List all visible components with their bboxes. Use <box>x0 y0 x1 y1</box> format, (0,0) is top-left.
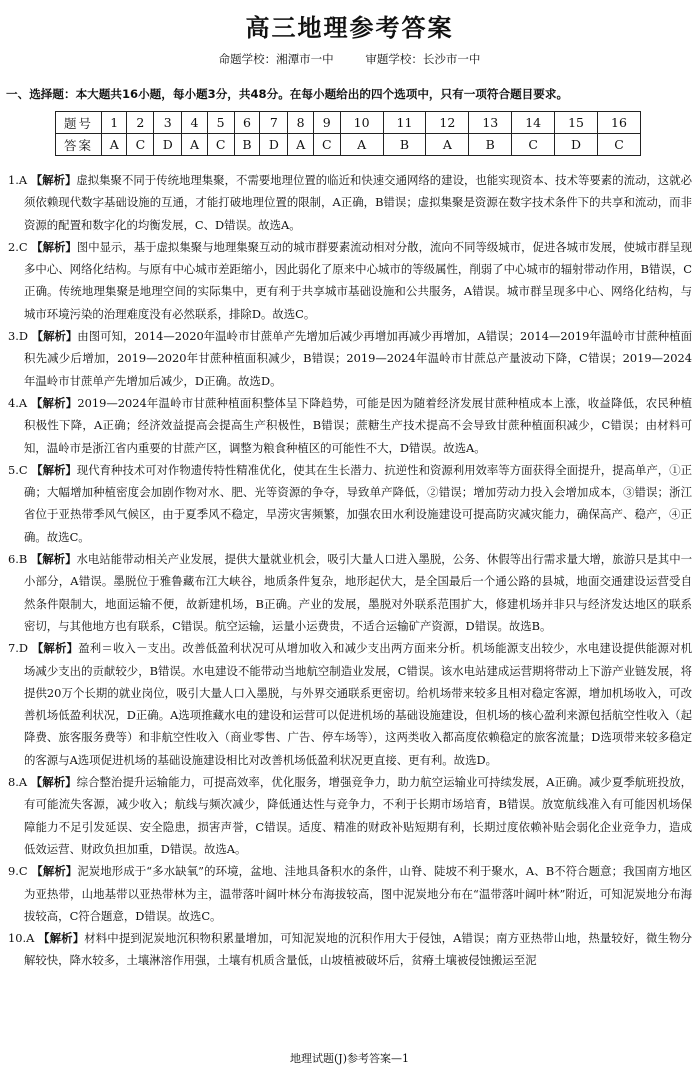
answer-cell: C <box>127 134 154 156</box>
question-explanation <box>8 548 692 637</box>
explanation-text: 泥炭地形成于“多水缺氧”的环境，盆地、洼地具备积水的条件，山脊、陡坡不利于聚水，A、B不符合题意；我国南方地区为亚热带，山地基带以亚热带林为主，温带落叶阔叶林分布海拔较高，图中泥炭地分布在“温带落叶阔叶林”附近，可知泥炭地分布海拔较高，C符合题意，D错误。故选C。 <box>24 864 693 923</box>
analysis-tag: 【解析】 <box>31 329 78 344</box>
question-number-cell: 16 <box>598 112 641 134</box>
answer-table <box>55 111 641 156</box>
answer-cell: A <box>182 134 207 156</box>
answer-row <box>56 134 641 156</box>
question-explanation <box>8 860 692 927</box>
question-explanation <box>8 169 692 236</box>
question-answer-label: 3.D <box>8 329 29 344</box>
proposer-school: 命题学校：湘潭市一中 <box>218 52 334 66</box>
answer-cell: D <box>555 134 598 156</box>
page-footer: 地理试题(J)参考答案—1 <box>290 1052 409 1065</box>
question-number-cell: 7 <box>260 112 288 134</box>
answer-cell: A <box>340 134 383 156</box>
subtitle <box>0 51 699 67</box>
question-number-cell: 1 <box>102 112 127 134</box>
analysis-tag: 【解析】 <box>30 552 77 567</box>
question-answer-label: 9.C <box>8 864 28 879</box>
question-explanation <box>8 392 692 459</box>
analysis-tag: 【解析】 <box>31 239 77 254</box>
explanation-text: 综合整治提升运输能力，可提高效率，优化服务，增强竞争力，助力航空运输业可持续发展，A正确。减少夏季航班投放，有可能流失客源，减少收入；航线与频次减少，降低通达性与竞争力，不利于长期市场培育，B错误。放宽航线准入有可能因机场保障能力不足引发延误、安全隐患，损害声誉，C错误。适度、精准的财政补贴短期有利，长期过度依赖补贴会弱化企业竞争力，造成低效运营、财政负担加重，D错误。故选A。 <box>24 775 692 856</box>
question-answer-label: 6.B <box>8 552 28 567</box>
answer-cell: D <box>154 134 182 156</box>
question-explanation <box>8 927 692 972</box>
question-answer-label: 4.A <box>8 395 28 410</box>
explanation-text: 现代育种技术可对作物遗传特性精准优化，使其在生长潜力、抗逆性和资源利用效率等方面获得全面提升，提高单产，①正确；大幅增加种植密度会加剧作物对水、肥、光等资源的争夺，导致单产降低，②错误；增加劳动力投入会增加成本，③错误；浙江省位于亚热带季风气候区，由于夏季风不稳定，旱涝灾害频繁，加强农田水利设施建设可提高防灾减灾能力，确保高产、稳产，④正确。故选C。 <box>24 462 692 544</box>
question-number-cell: 6 <box>234 112 260 134</box>
question-number-cell: 13 <box>469 112 512 134</box>
number-row <box>56 112 641 134</box>
answer-row-label: 答案 <box>56 134 102 156</box>
answer-cell: A <box>426 134 469 156</box>
answer-cell: C <box>598 134 641 156</box>
explanation-text: 由图可知，2014—2020年温岭市甘蔗单产先增加后减少再增加再减少再增加，A错误；2014—2019年温岭市甘蔗种植面积先减少后增加，2019—2020年甘蔗种植面积减少，B错误；2019—2024年温岭市甘蔗总产量波动下降，C错误；2019—2024年温岭市甘蔗单产先增加后减少，D正确。故选D。 <box>24 329 692 388</box>
question-number-cell: 5 <box>207 112 234 134</box>
question-answer-label: 2.C <box>8 239 28 254</box>
question-answer-label: 1.A <box>8 173 28 187</box>
explanation-text: 虚拟集聚不同于传统地理集聚，不需要地理位置的临近和快速交通网络的建设，也能实现资本、技术等要素的流动，这就必须依赖现代数字基础设施的互通，才能打破地理位置的限制，A正确，B错误；虚拟集聚是资源在数字技术条件下的共享和流动，而非资源的配置和数字化的均衡发展，C、D错误。故选A。 <box>24 173 692 232</box>
question-explanation <box>8 771 692 860</box>
answer-cell: A <box>288 134 313 156</box>
question-number-cell: 15 <box>555 112 598 134</box>
page-title: 高三地理参考答案 <box>245 14 454 42</box>
question-number-cell: 3 <box>154 112 182 134</box>
question-number-cell: 2 <box>127 112 154 134</box>
explanation-text: 2019—2024年温岭市甘蔗种植面积整体呈下降趋势，可能是因为随着经济发展甘蔗种植成本上涨，收益降低，农民种植积极性下降，A正确；经济效益提高会提高生产积极性，B错误；蔗糖生产技术提高不会导致甘蔗种植面积减少，C错误；由材料可知，温岭市是浙江省内重要的甘蔗产区，调整为粮食种植区的可能性不大，D错误。故选A。 <box>24 395 692 455</box>
explanation-text: 图中显示，基于虚拟集聚与地理集聚互动的城市群要素流动相对分散，流向不同等级城市，促进各城市发展，使城市群呈现多中心、网络化结构。与原有中心城市差距缩小，因此弱化了原来中心城市的等级属性，削弱了中心城市的辐射带动作用，B错误，C正确。传统地理集聚是地理空间的实际集中，更有利于共享城市基础设施和公共服务，A错误。城市群呈现多中心、网络化结构，与城市环境污染的治理难度没有必然联系，排除D。故选C。 <box>24 239 692 321</box>
answer-cell: C <box>512 134 555 156</box>
answer-cell: B <box>469 134 512 156</box>
analysis-tag: 【解析】 <box>30 775 77 790</box>
analysis-tag: 【解析】 <box>30 395 78 410</box>
question-number-cell: 12 <box>426 112 469 134</box>
explanations <box>8 169 692 972</box>
question-answer-label: 8.A <box>8 775 28 790</box>
question-number-cell: 9 <box>313 112 340 134</box>
question-number-cell: 4 <box>182 112 207 134</box>
question-answer-label: 7.D <box>8 641 29 656</box>
explanation-text: 盈利＝收入－支出。改善低盈利状况可从增加收入和减少支出两方面来分析。机场能源支出较少，水电建设提供能源对机场减少支出的贡献较少，B错误。水电建设不能带动当地航空制造业发展，C错误。该水电站建成运营期将带动上下游产业链发展，将提供20万个长期的就业岗位，吸引大量人口入墨脱，与外界交通联系更密切。给机场带来较多且相对稳定客源，增加机场收入，可改善机场低盈利状况，D正确。A选项推藏水电的建设和运营可以促进机场的基础设施建设，但机场的核心盈利来源包括航空性收入（起降费、旅客服务费等）和非航空性收入（商业零售、广告、停车场等），这两类收入都高度依赖稳定的旅客流量；D选项带来较多稳定的客源与A选项促进机场的基础设施建设相比对改善机场低盈利状况更直接、更有利。故选D。 <box>24 641 692 767</box>
analysis-tag: 【解析】 <box>38 931 85 946</box>
answer-cell: B <box>383 134 426 156</box>
answer-cell: C <box>313 134 340 156</box>
question-number-cell: 10 <box>340 112 383 134</box>
answer-cell: D <box>260 134 288 156</box>
question-number-cell: 11 <box>383 112 426 134</box>
analysis-tag: 【解析】 <box>30 173 77 187</box>
analysis-tag: 【解析】 <box>31 641 79 656</box>
question-number-cell: 8 <box>288 112 313 134</box>
answer-cell: B <box>234 134 260 156</box>
question-answer-label: 10.A <box>8 931 35 946</box>
analysis-tag: 【解析】 <box>31 864 78 879</box>
answer-cell: C <box>207 134 234 156</box>
question-explanation <box>8 637 692 771</box>
section-heading: 一、选择题：本大题共16小题，每小题3分，共48分。在每小题给出的四个选项中，只有一项符合题目要求。 <box>6 87 569 101</box>
question-explanation <box>8 325 692 392</box>
question-explanation <box>8 236 692 325</box>
reviewer-school: 审题学校：长沙市一中 <box>365 52 481 66</box>
analysis-tag: 【解析】 <box>31 462 77 477</box>
number-row-label: 题号 <box>56 112 102 134</box>
explanation-text: 水电站能带动相关产业发展，提供大量就业机会，吸引大量人口进入墨脱，公务、休假等出行需求量大增，旅游只是其中一小部分，A错误。墨脱位于雅鲁藏布江大峡谷，地质条件复杂，地形起伏大，是全国最后一个通公路的县城，地面交通建设运营受自然条件限制大，地面运输不便，故新建机场，B正确。产业的发展，墨脱对外联系范围扩大，修建机场并非只与经济发达地区的联系密切，与其他地方也有联系，C错误。航空运输，运量小运费贵，不适合运输矿产资源，D错误。故选B。 <box>24 552 692 633</box>
answer-cell: A <box>102 134 127 156</box>
question-number-cell: 14 <box>512 112 555 134</box>
explanation-text: 材料中提到泥炭地沉积物积累量增加，可知泥炭地的沉积作用大于侵蚀，A错误；南方亚热带山地，热量较好，微生物分解较快，降水较多，土壤淋溶作用强，土壤有机质含量低，山坡植被破坏后，贫瘠土壤被侵蚀搬运至泥 <box>24 931 692 968</box>
question-answer-label: 5.C <box>8 462 28 477</box>
question-explanation <box>8 459 692 548</box>
